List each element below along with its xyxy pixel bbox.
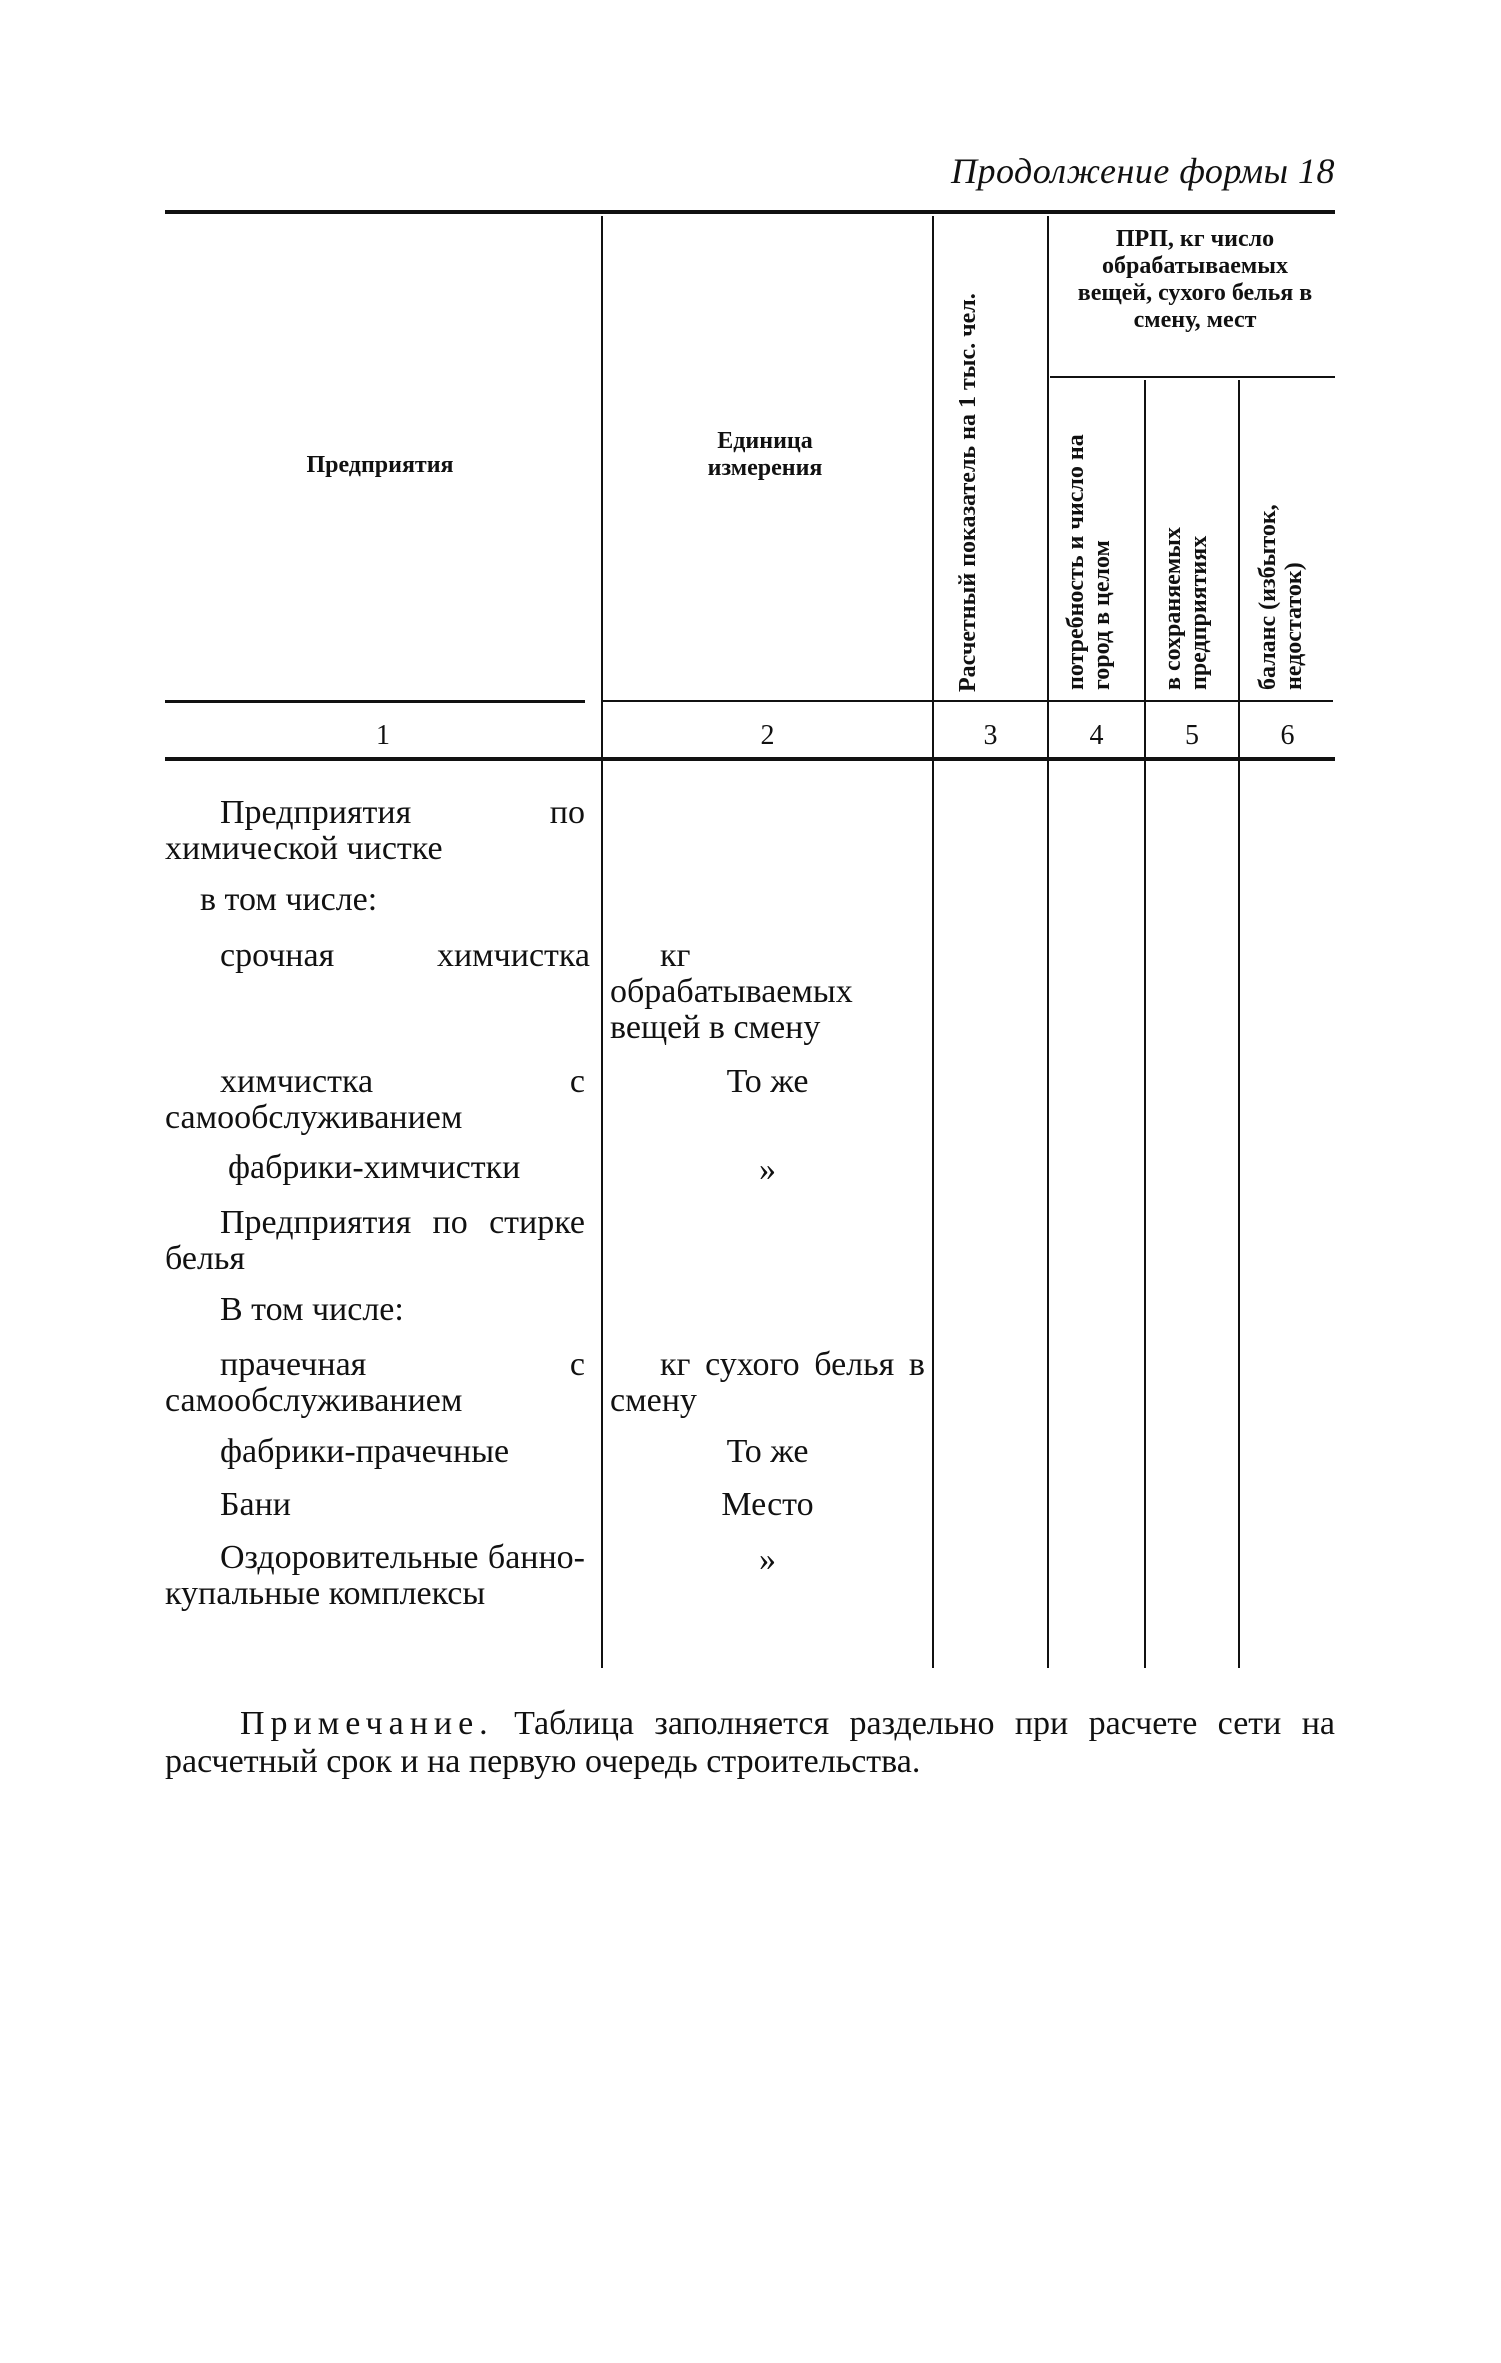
row-name: Оздоровительные банно-купальные комплексы <box>165 1539 585 1612</box>
row-name: фабрики-химчистки <box>228 1149 521 1186</box>
col6-header: баланс (избыток, недостаток) <box>1255 504 1307 690</box>
col1-header-bottom-rule <box>165 700 585 703</box>
note-text: Таблица заполняется раздельно при расчете сети на расчетный срок и на первую очередь строительства. <box>165 1705 1336 1780</box>
row-unit: » <box>759 1541 776 1578</box>
col-divider-5 <box>1238 380 1240 1668</box>
row-unit: кг обрабатываемых вещей в смену <box>610 937 853 1046</box>
row-unit: Место <box>721 1486 814 1523</box>
col4-header: потребность и число на город в целом <box>1063 434 1115 690</box>
col5-header: в сохраняемых предприятиях <box>1160 527 1212 690</box>
col-divider-3 <box>1047 216 1049 1668</box>
col-number: 2 <box>760 720 775 751</box>
row-name: в том числе: <box>200 881 378 918</box>
row-name: Предприятия по стирке белья <box>165 1204 585 1277</box>
page-header: Продолжение формы 18 <box>950 151 1335 191</box>
col-divider-1 <box>601 216 603 1668</box>
row-unit: кг сухого белья в смену <box>610 1346 925 1419</box>
col-number: 1 <box>376 720 390 751</box>
col2-header: Единица измерения <box>707 428 823 481</box>
row-name: прачечная с самообслуживанием <box>165 1346 585 1419</box>
col-number: 4 <box>1089 720 1104 751</box>
col-divider-4 <box>1144 380 1146 1668</box>
row-unit: То же <box>726 1063 809 1100</box>
row-name: химчистка с самообслуживанием <box>165 1063 585 1136</box>
col-number: 6 <box>1280 720 1295 751</box>
row-name: срочная химчистка <box>220 937 590 974</box>
col-number: 3 <box>983 720 998 751</box>
table-note <box>165 1705 1335 1781</box>
row-name: Предприятия по химической чистке <box>165 794 585 867</box>
note-label: Примечание. <box>240 1705 494 1742</box>
row-unit: То же <box>726 1433 809 1470</box>
group-header: ПРП, кг число обрабатываемых вещей, сухого белья в смену, мест <box>1077 226 1313 333</box>
col3-header: Расчетный показатель на 1 тыс. чел. <box>955 293 981 692</box>
row-name: Бани <box>220 1486 292 1523</box>
col-number: 5 <box>1185 720 1199 751</box>
group-header-rule <box>1050 376 1335 378</box>
col-divider-2 <box>932 216 934 1668</box>
header-bottom-rule <box>603 700 1333 702</box>
numbers-bottom-rule <box>165 757 1335 761</box>
table-top-rule <box>165 210 1335 214</box>
row-unit: » <box>759 1151 776 1188</box>
col1-header: Предприятия <box>306 452 454 478</box>
row-name: В том числе: <box>220 1291 404 1328</box>
row-name: фабрики-прачечные <box>220 1433 510 1470</box>
